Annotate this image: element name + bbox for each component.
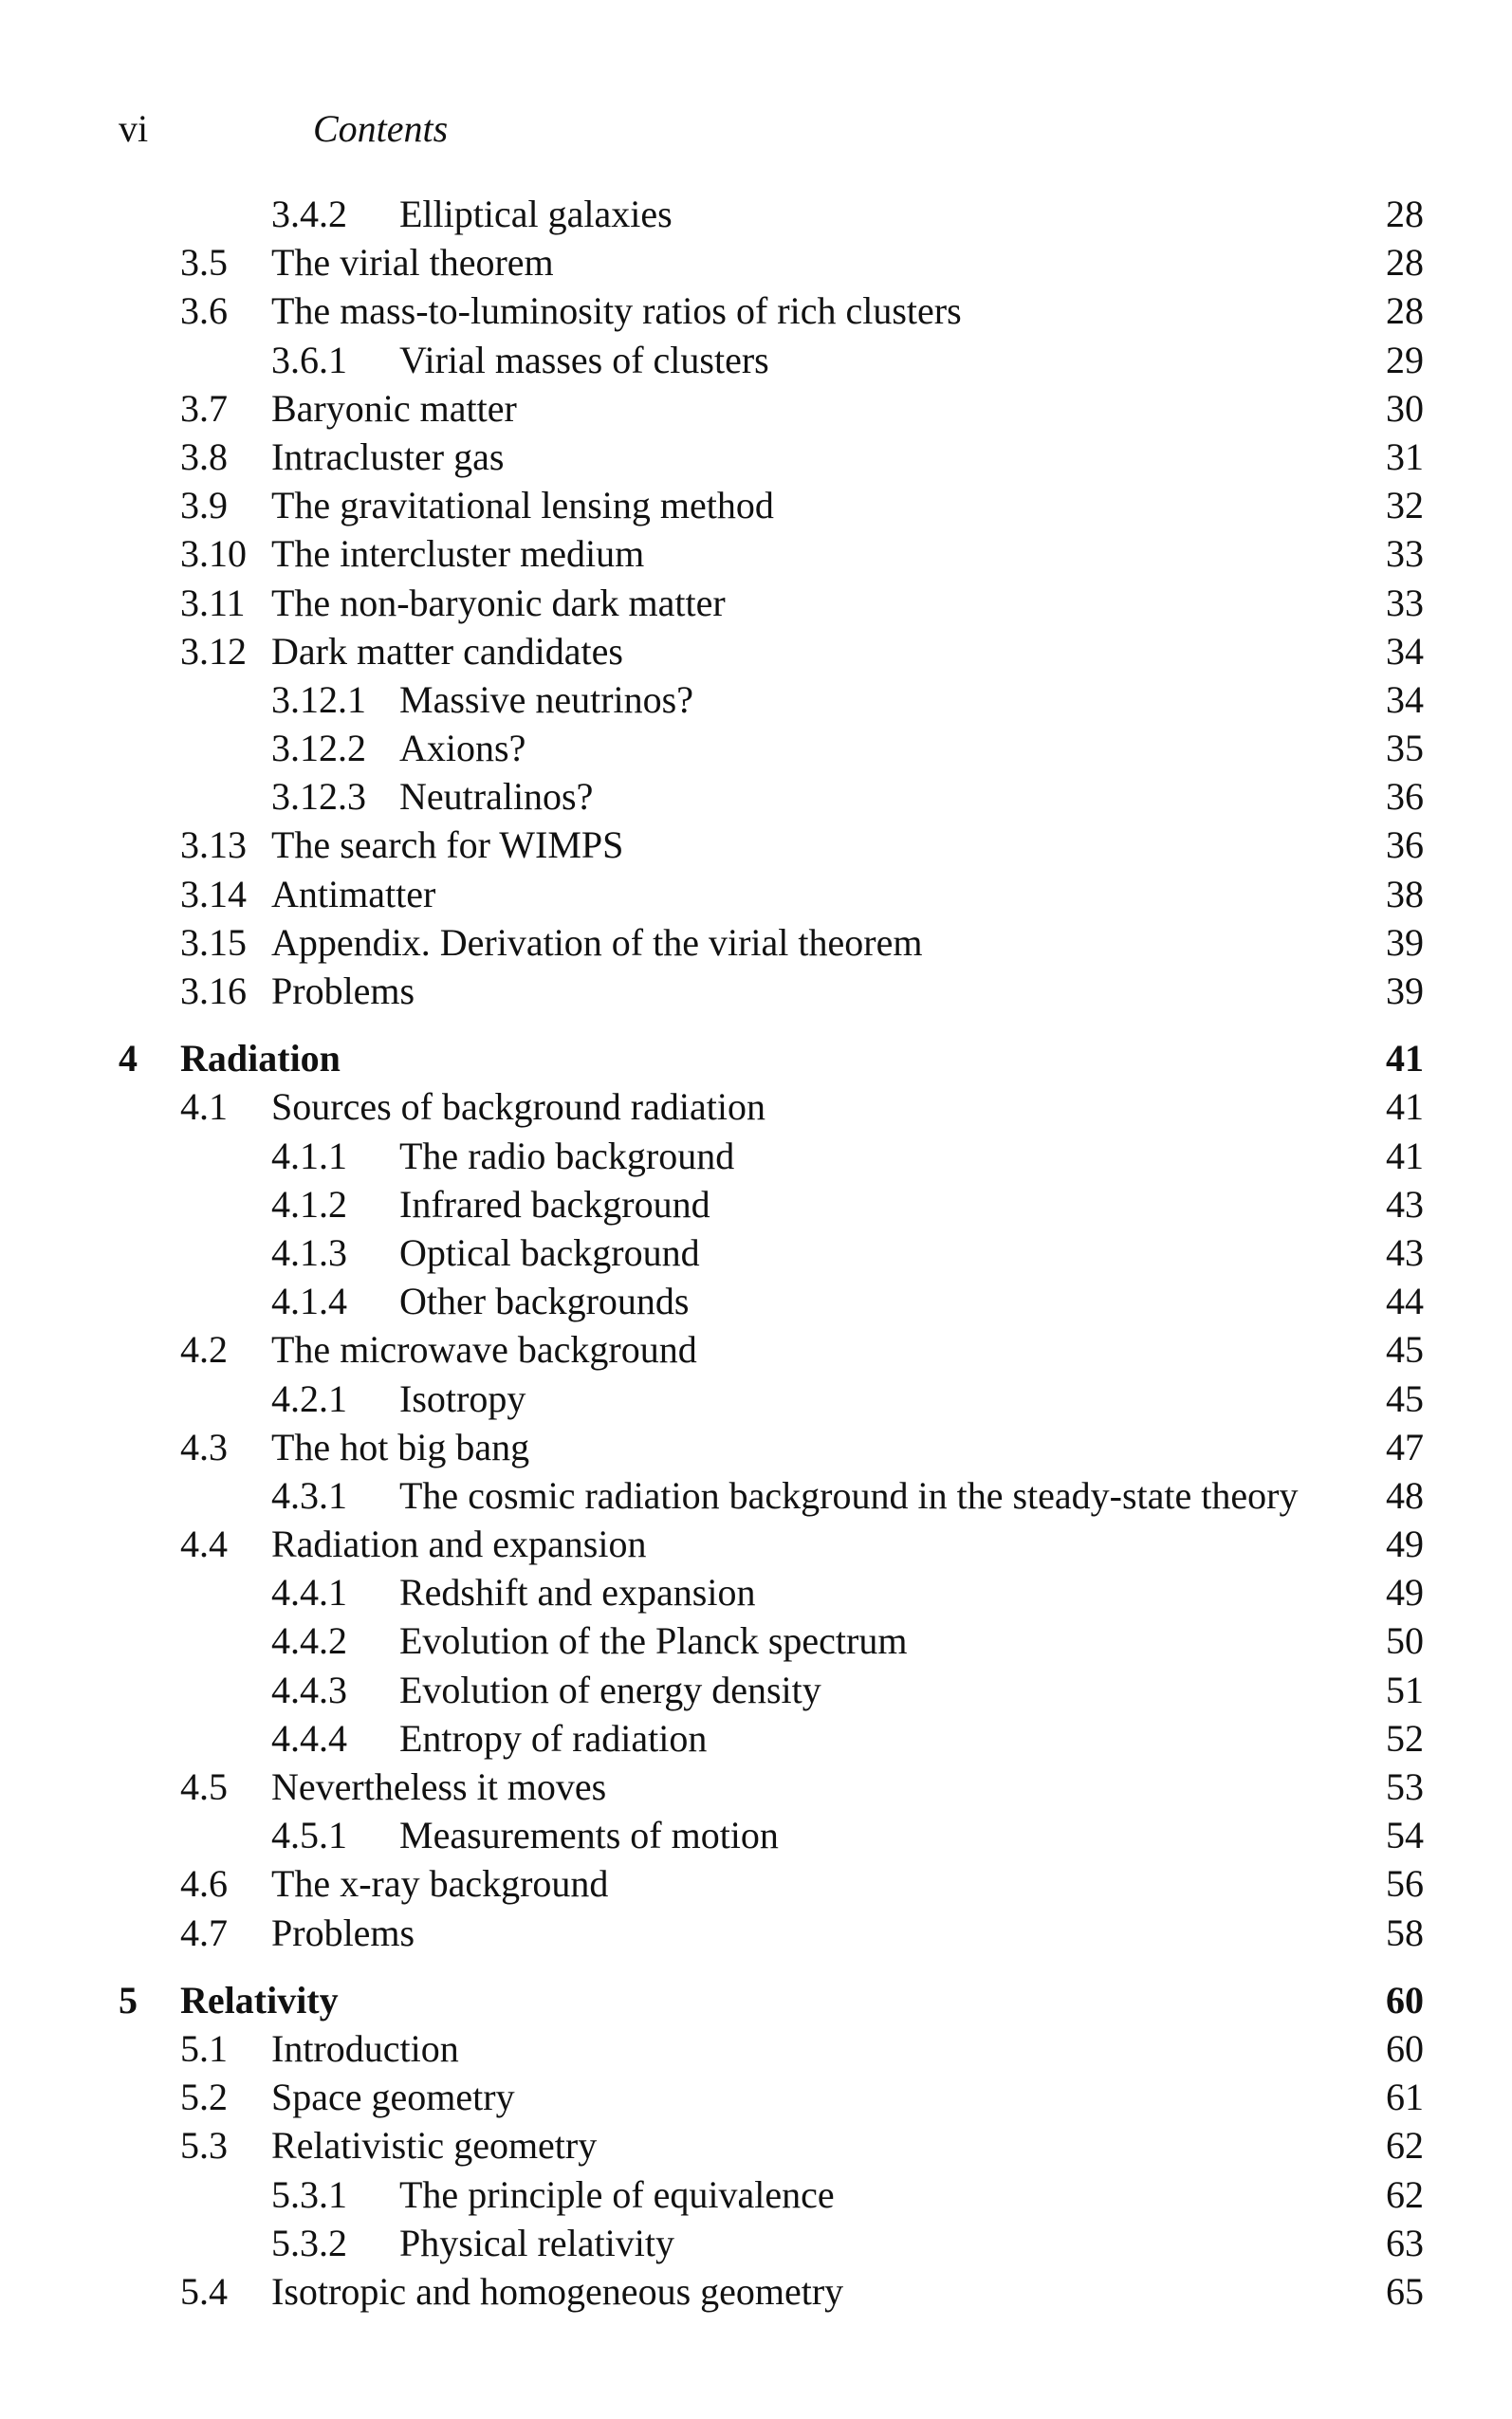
toc-entry-title: The gravitational lensing method <box>271 484 774 527</box>
toc-entry-page: 60 <box>1386 2026 1424 2070</box>
toc-entry-number: 5.1 <box>180 2026 228 2070</box>
toc-entry-number: 4 <box>119 1037 138 1080</box>
toc-entry-page: 44 <box>1386 1280 1424 1323</box>
toc-subsection-row <box>0 1132 1512 1180</box>
toc-section-row <box>0 1520 1512 1568</box>
toc-subsection-row <box>0 1375 1512 1423</box>
toc-entry-page: 49 <box>1386 1571 1424 1615</box>
toc-entry-title: Introduction <box>271 2026 459 2070</box>
toc-subsection-row <box>0 336 1512 384</box>
toc-entry-page: 49 <box>1386 1523 1424 1566</box>
toc-entry-title: Physical relativity <box>399 2221 674 2264</box>
toc-section-row <box>0 821 1512 869</box>
toc-section-row <box>0 1763 1512 1811</box>
toc-entry-number: 3.9 <box>180 484 228 527</box>
toc-entry-title: The mass-to-luminosity ratios of rich clusters <box>271 289 962 333</box>
toc-entry-title: Intracluster gas <box>271 434 505 478</box>
toc-entry-number: 4.2.1 <box>271 1376 347 1420</box>
toc-entry-title: Relativistic geometry <box>271 2124 598 2168</box>
toc-entry-page: 50 <box>1386 1619 1424 1663</box>
toc-section-row <box>0 1325 1512 1374</box>
toc-section-row <box>0 433 1512 481</box>
toc-entry-number: 4.1.1 <box>271 1134 347 1177</box>
toc-entry-number: 4.4 <box>180 1523 228 1566</box>
toc-section-row <box>0 1909 1512 1957</box>
toc-entry-number: 3.11 <box>180 581 246 624</box>
toc-entry-page: 28 <box>1386 193 1424 235</box>
toc-entry-title: Entropy of radiation <box>399 1716 708 1760</box>
toc-subsection-row <box>0 2170 1512 2219</box>
toc-subsection-row <box>0 1180 1512 1228</box>
toc-entry-page: 28 <box>1386 289 1424 333</box>
toc-subsection-row <box>0 1616 1512 1665</box>
toc-entry-title: Appendix. Derivation of the virial theorem <box>271 920 923 964</box>
toc-entry-title: Nevertheless it moves <box>271 1765 607 1808</box>
toc-section-row <box>0 918 1512 967</box>
toc-entry-number: 4.4.3 <box>271 1668 347 1711</box>
toc-entry-number: 3.16 <box>180 969 247 1012</box>
toc-entry-page: 63 <box>1386 2221 1424 2264</box>
toc-entry-number: 4.1.4 <box>271 1280 347 1323</box>
toc-entry-page: 43 <box>1386 1182 1424 1226</box>
toc-entry-page: 45 <box>1386 1376 1424 1420</box>
toc-entry-title: Radiation <box>180 1037 341 1080</box>
toc-entry-number: 4.4.4 <box>271 1716 347 1760</box>
toc-chapter-row <box>0 1976 1512 2024</box>
toc-entry-number: 3.7 <box>180 386 228 430</box>
toc-section-row <box>0 967 1512 1015</box>
toc-entry-page: 36 <box>1386 775 1424 819</box>
toc-section-row <box>0 481 1512 529</box>
toc-section-row <box>0 384 1512 433</box>
toc-section-row <box>0 579 1512 627</box>
toc-entry-page: 38 <box>1386 872 1424 915</box>
toc-entry-page: 34 <box>1386 629 1424 673</box>
toc-entry-number: 4.2 <box>180 1328 228 1372</box>
toc-entry-title: The cosmic radiation background in the steady-state theory <box>399 1473 1299 1517</box>
toc-entry-page: 65 <box>1386 2269 1424 2313</box>
toc-entry-title: The x-ray background <box>271 1862 609 1906</box>
toc-entry-title: Relativity <box>180 1978 339 2022</box>
toc-entry-title: Dark matter candidates <box>271 629 623 673</box>
toc-entry-title: Evolution of energy density <box>399 1668 821 1711</box>
toc-entry-title: Isotropic and homogeneous geometry <box>271 2269 844 2313</box>
toc-subsection-row <box>0 190 1512 238</box>
toc-entry-title: Axions? <box>399 727 526 770</box>
toc-entry-page: 33 <box>1386 532 1424 576</box>
toc-entry-number: 4.5.1 <box>271 1814 347 1857</box>
toc-entry-number: 4.1 <box>180 1085 228 1129</box>
toc-entry-title: The search for WIMPS <box>271 823 624 867</box>
running-title: Contents <box>313 107 449 150</box>
toc-entry-number: 5.3.1 <box>271 2172 347 2216</box>
toc-entry-number: 5.2 <box>180 2076 228 2119</box>
toc-entry-page: 45 <box>1386 1328 1424 1372</box>
toc-entry-title: Antimatter <box>271 872 436 915</box>
toc-entry-title: The microwave background <box>271 1328 697 1372</box>
toc-entry-number: 3.10 <box>180 532 247 576</box>
toc-entry-title: Infrared background <box>399 1182 710 1226</box>
toc-entry-number: 4.5 <box>180 1765 228 1808</box>
toc-section-row <box>0 1082 1512 1131</box>
toc-entry-title: Isotropy <box>399 1376 526 1420</box>
toc-subsection-row <box>0 1277 1512 1325</box>
toc-section-row <box>0 286 1512 335</box>
toc-entry-number: 4.1.2 <box>271 1182 347 1226</box>
toc-entry-title: Measurements of motion <box>399 1814 779 1857</box>
toc-entry-number: 4.4.2 <box>271 1619 347 1663</box>
toc-entry-number: 3.5 <box>180 241 228 285</box>
toc-section-row <box>0 627 1512 675</box>
toc-entry-title: Problems <box>271 969 415 1012</box>
toc-entry-page: 53 <box>1386 1765 1424 1808</box>
toc-entry-number: 3.12.2 <box>271 727 366 770</box>
toc-section-row <box>0 2121 1512 2170</box>
toc-entry-page: 32 <box>1386 484 1424 527</box>
toc-entry-title: Radiation and expansion <box>271 1523 647 1566</box>
toc-entry-number: 3.4.2 <box>271 193 347 235</box>
toc-entry-page: 48 <box>1386 1473 1424 1517</box>
page-folio: vi <box>119 107 149 150</box>
toc-entry-number: 5.3 <box>180 2124 228 2168</box>
toc-entry-number: 3.6 <box>180 289 228 333</box>
toc-entry-page: 39 <box>1386 920 1424 964</box>
toc-subsection-row <box>0 1811 1512 1859</box>
toc-entry-number: 4.1.3 <box>271 1230 347 1274</box>
toc-entry-number: 3.12.3 <box>271 775 366 819</box>
toc-subsection-row <box>0 2219 1512 2267</box>
toc-entry-page: 52 <box>1386 1716 1424 1760</box>
toc-entry-page: 62 <box>1386 2172 1424 2216</box>
toc-subsection-row <box>0 1666 1512 1714</box>
toc-entry-number: 3.13 <box>180 823 247 867</box>
toc-entry-page: 36 <box>1386 823 1424 867</box>
toc-entry-title: The intercluster medium <box>271 532 645 576</box>
toc-subsection-row <box>0 1228 1512 1277</box>
toc-entry-page: 54 <box>1386 1814 1424 1857</box>
toc-entry-number: 4.3.1 <box>271 1473 347 1517</box>
toc-entry-title: The radio background <box>399 1134 735 1177</box>
toc-subsection-row <box>0 675 1512 724</box>
toc-entry-title: Redshift and expansion <box>399 1571 756 1615</box>
toc-section-row <box>0 870 1512 918</box>
toc-entry-page: 41 <box>1386 1037 1424 1080</box>
toc-entry-number: 3.12 <box>180 629 247 673</box>
toc-section-row <box>0 1859 1512 1908</box>
toc-entry-number: 5.3.2 <box>271 2221 347 2264</box>
toc-entry-number: 4.4.1 <box>271 1571 347 1615</box>
toc-section-row <box>0 2024 1512 2073</box>
toc-entry-number: 3.15 <box>180 920 247 964</box>
toc-entry-page: 41 <box>1386 1085 1424 1129</box>
toc-entry-page: 60 <box>1386 1978 1424 2022</box>
toc-entry-page: 28 <box>1386 241 1424 285</box>
toc-entry-title: Evolution of the Planck spectrum <box>399 1619 908 1663</box>
toc-entry-page: 33 <box>1386 581 1424 624</box>
toc-entry-number: 5 <box>119 1978 138 2022</box>
toc-entry-page: 31 <box>1386 434 1424 478</box>
toc-subsection-row <box>0 1714 1512 1763</box>
toc-entry-page: 41 <box>1386 1134 1424 1177</box>
toc-entry-page: 58 <box>1386 1911 1424 1954</box>
toc-chapter-row <box>0 1034 1512 1082</box>
toc-entry-title: Space geometry <box>271 2076 515 2119</box>
toc-entry-page: 56 <box>1386 1862 1424 1906</box>
toc-section-row <box>0 1423 1512 1471</box>
toc-entry-page: 62 <box>1386 2124 1424 2168</box>
toc-entry-title: Elliptical galaxies <box>399 193 673 235</box>
toc-entry-number: 3.6.1 <box>271 338 347 381</box>
toc-section-row <box>0 2073 1512 2121</box>
toc-entry-number: 3.14 <box>180 872 247 915</box>
toc-entry-title: Optical background <box>399 1230 700 1274</box>
toc-entry-title: Neutralinos? <box>399 775 594 819</box>
toc-subsection-row <box>0 1471 1512 1520</box>
toc-entry-title: Baryonic matter <box>271 386 517 430</box>
toc-entry-page: 39 <box>1386 969 1424 1012</box>
toc-entry-title: Virial masses of clusters <box>399 338 769 381</box>
toc-entry-page: 29 <box>1386 338 1424 381</box>
toc-section-row <box>0 2267 1512 2316</box>
toc-entry-number: 5.4 <box>180 2269 228 2313</box>
toc-entry-page: 51 <box>1386 1668 1424 1711</box>
toc-entry-page: 34 <box>1386 677 1424 721</box>
toc-entry-page: 35 <box>1386 727 1424 770</box>
toc-entry-number: 3.8 <box>180 434 228 478</box>
toc-entry-title: The principle of equivalence <box>399 2172 835 2216</box>
toc-entry-title: The virial theorem <box>271 241 554 285</box>
toc-entry-title: Problems <box>271 1911 415 1954</box>
toc-subsection-row <box>0 1568 1512 1616</box>
toc-entry-page: 61 <box>1386 2076 1424 2119</box>
toc-entry-title: Massive neutrinos? <box>399 677 693 721</box>
toc-section-row <box>0 238 1512 286</box>
toc-entry-number: 4.3 <box>180 1425 228 1468</box>
toc-entry-number: 4.6 <box>180 1862 228 1906</box>
toc-subsection-row <box>0 772 1512 821</box>
toc-entry-title: Other backgrounds <box>399 1280 690 1323</box>
toc-entry-page: 47 <box>1386 1425 1424 1468</box>
toc-entry-number: 3.12.1 <box>271 677 366 721</box>
toc-subsection-row <box>0 724 1512 772</box>
toc-entry-title: Sources of background radiation <box>271 1085 765 1129</box>
toc-entry-number: 4.7 <box>180 1911 228 1954</box>
toc-entry-page: 43 <box>1386 1230 1424 1274</box>
toc-section-row <box>0 529 1512 578</box>
toc-entry-title: The non-baryonic dark matter <box>271 581 726 624</box>
table-of-contents <box>0 190 1512 2316</box>
toc-entry-page: 30 <box>1386 386 1424 430</box>
toc-entry-title: The hot big bang <box>271 1425 530 1468</box>
